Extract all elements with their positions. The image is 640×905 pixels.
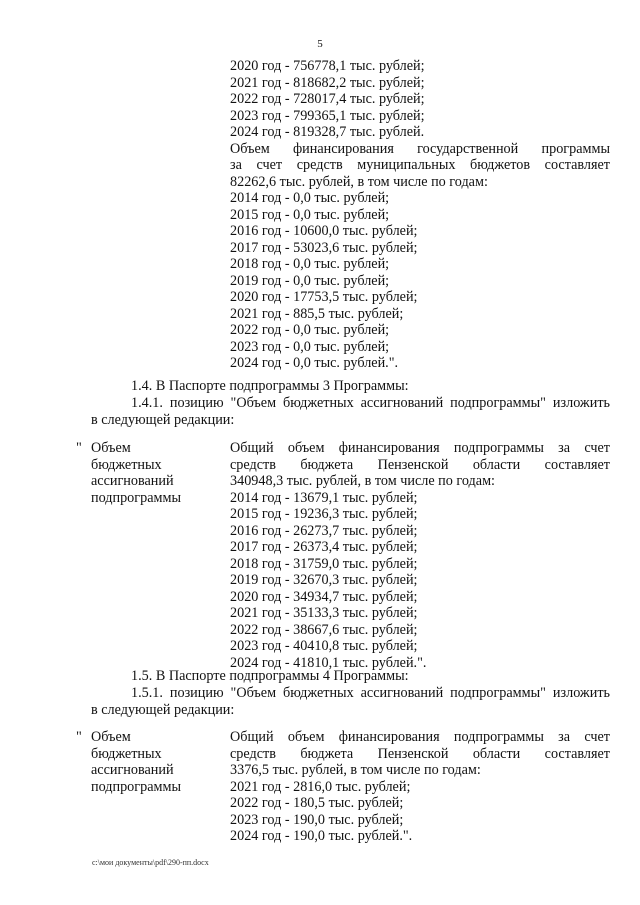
funding-year-line: 2021 год - 35133,3 тыс. рублей;: [230, 605, 418, 621]
table-label-line: ассигнований: [91, 762, 174, 778]
funding-year-line: 2018 год - 31759,0 тыс. рублей;: [230, 555, 418, 572]
funding-year-line: 2023 год - 40410,8 тыс. рублей;: [230, 638, 418, 654]
table-text-line: Общий объем финансирования подпрограммы за счет: [230, 440, 610, 456]
item-text-line: в следующей редакции:: [91, 412, 235, 428]
funding-year-line: 2022 год - 728017,4 тыс. рублей;: [230, 91, 425, 107]
funding-year-line: 2021 год - 818682,2 тыс. рублей;: [230, 74, 425, 91]
item-text-line: 1.4.1. позицию "Объем бюджетных ассигнований подпрограммы" изложить: [131, 395, 610, 411]
funding-year-line: 2024 год - 41810,1 тыс. рублей.".: [230, 654, 427, 671]
funding-paragraph-line: за счет средств муниципальных бюджетов составляет: [230, 157, 610, 173]
funding-year-line: 2024 год - 190,0 тыс. рублей.".: [230, 828, 413, 844]
table-label-line: бюджетных: [91, 456, 162, 473]
section-heading: 1.5. В Паспорте подпрограммы 4 Программы:: [131, 668, 409, 684]
funding-year-line: 2018 год - 0,0 тыс. рублей;: [230, 256, 390, 272]
funding-year-line: 2020 год - 756778,1 тыс. рублей;: [230, 58, 425, 74]
funding-year-line: 2015 год - 0,0 тыс. рублей;: [230, 206, 390, 223]
table-label-line: Объем: [91, 729, 131, 745]
funding-year-line: 2022 год - 180,5 тыс. рублей;: [230, 795, 404, 811]
table-text-line: средств бюджета Пензенской области составляет: [230, 745, 610, 762]
opening-quote: ": [76, 440, 82, 456]
funding-year-line: 2019 год - 32670,3 тыс. рублей;: [230, 572, 418, 588]
funding-year-line: 2024 год - 0,0 тыс. рублей.".: [230, 355, 399, 371]
funding-year-line: 2023 год - 799365,1 тыс. рублей;: [230, 107, 425, 124]
table-text-line: Общий объем финансирования подпрограммы за счет: [230, 729, 610, 745]
funding-year-line: 2017 год - 26373,4 тыс. рублей;: [230, 539, 418, 555]
section-heading: 1.4. В Паспорте подпрограммы 3 Программы:: [131, 378, 409, 394]
funding-paragraph-line: Объем финансирования государственной программы: [230, 140, 610, 157]
funding-year-line: 2021 год - 885,5 тыс. рублей;: [230, 305, 404, 322]
funding-year-line: 2014 год - 13679,1 тыс. рублей;: [230, 489, 418, 506]
funding-year-line: 2020 год - 17753,5 тыс. рублей;: [230, 289, 418, 305]
table-label-line: ассигнований: [91, 473, 174, 489]
item-text-line: 1.5.1. позицию "Объем бюджетных ассигнований подпрограммы" изложить: [131, 685, 610, 701]
funding-year-line: 2015 год - 19236,3 тыс. рублей;: [230, 506, 418, 522]
funding-year-line: 2022 год - 0,0 тыс. рублей;: [230, 322, 390, 338]
funding-year-line: 2016 год - 26273,7 тыс. рублей;: [230, 522, 418, 539]
funding-year-line: 2023 год - 190,0 тыс. рублей;: [230, 811, 404, 828]
table-label-line: подпрограммы: [91, 778, 181, 795]
page-number: 5: [317, 38, 323, 50]
table-text-line: 3376,5 тыс. рублей, в том числе по годам:: [230, 762, 481, 778]
file-path-footer: c:\мои документы\pdf\290-пп.docx: [92, 858, 209, 867]
opening-quote: ": [76, 729, 82, 745]
funding-year-line: 2016 год - 10600,0 тыс. рублей;: [230, 223, 418, 239]
item-text-line: в следующей редакции:: [91, 702, 235, 718]
funding-year-line: 2017 год - 53023,6 тыс. рублей;: [230, 239, 418, 256]
funding-paragraph-line: 82262,6 тыс. рублей, в том числе по годам:: [230, 173, 488, 190]
funding-year-line: 2024 год - 819328,7 тыс. рублей.: [230, 124, 425, 140]
funding-year-line: 2023 год - 0,0 тыс. рублей;: [230, 338, 390, 355]
table-label-line: подпрограммы: [91, 489, 181, 506]
table-text-line: средств бюджета Пензенской области составляет: [230, 456, 610, 473]
funding-year-line: 2020 год - 34934,7 тыс. рублей;: [230, 588, 418, 605]
funding-year-line: 2021 год - 2816,0 тыс. рублей;: [230, 778, 411, 795]
table-label-line: бюджетных: [91, 745, 162, 762]
table-label-line: Объем: [91, 440, 131, 456]
funding-year-line: 2022 год - 38667,6 тыс. рублей;: [230, 621, 418, 638]
funding-year-line: 2014 год - 0,0 тыс. рублей;: [230, 190, 390, 206]
funding-year-line: 2019 год - 0,0 тыс. рублей;: [230, 272, 390, 289]
table-text-line: 340948,3 тыс. рублей, в том числе по годам:: [230, 473, 495, 489]
